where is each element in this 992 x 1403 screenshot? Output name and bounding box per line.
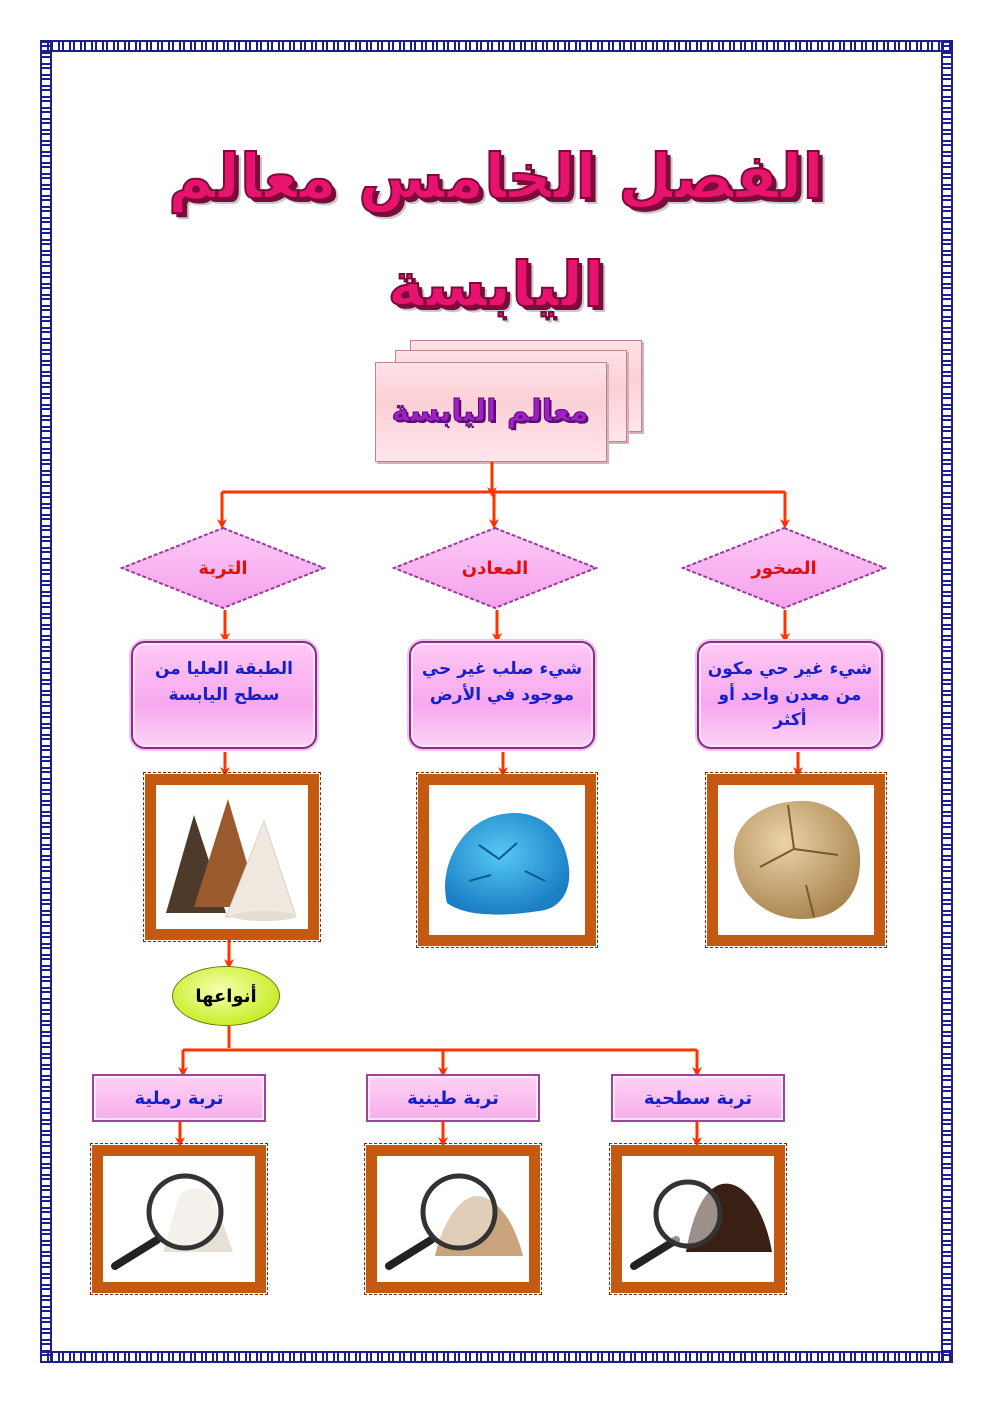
soil-image-frame — [145, 774, 319, 940]
topsoil-image-frame — [611, 1145, 785, 1293]
soil-type-sandy: تربة رملية — [92, 1074, 266, 1122]
diamond-label: المعادن — [461, 557, 529, 579]
magnifier-topsoil-icon — [622, 1156, 774, 1282]
soil-piles-icon — [156, 785, 308, 929]
page-title-line-1: الفصل الخامس معالم — [168, 140, 824, 213]
magnifier-clay-soil-icon — [377, 1156, 529, 1282]
definition-minerals: شيء صلب غير حي موجود في الأرض — [409, 641, 595, 749]
soil-type-clay: تربة طينية — [366, 1074, 540, 1122]
sandy-soil-image-frame — [92, 1145, 266, 1293]
definition-soil: الطبقة العليا من سطح اليابسة — [131, 641, 317, 749]
blue-mineral-icon — [429, 785, 585, 935]
mineral-image-frame — [418, 774, 596, 946]
diamond-soil — [120, 526, 326, 610]
rock-icon — [718, 785, 874, 935]
main-node-label: معالم اليابسة — [391, 393, 589, 429]
magnifier-sandy-soil-icon — [103, 1156, 255, 1282]
diamond-label: الصخور — [751, 557, 817, 579]
diamond-rocks — [681, 526, 887, 610]
clay-soil-image-frame — [366, 1145, 540, 1293]
types-node: أنواعها — [172, 966, 280, 1026]
rock-image-frame — [707, 774, 885, 946]
diamond-minerals — [392, 526, 598, 610]
definition-rocks: شيء غير حي مكون من معدن واحد أو أكثر — [697, 641, 883, 749]
soil-type-topsoil: تربة سطحية — [611, 1074, 785, 1122]
diamond-label: التربة — [198, 557, 248, 579]
page-title-line-2: اليابسة — [387, 248, 605, 321]
